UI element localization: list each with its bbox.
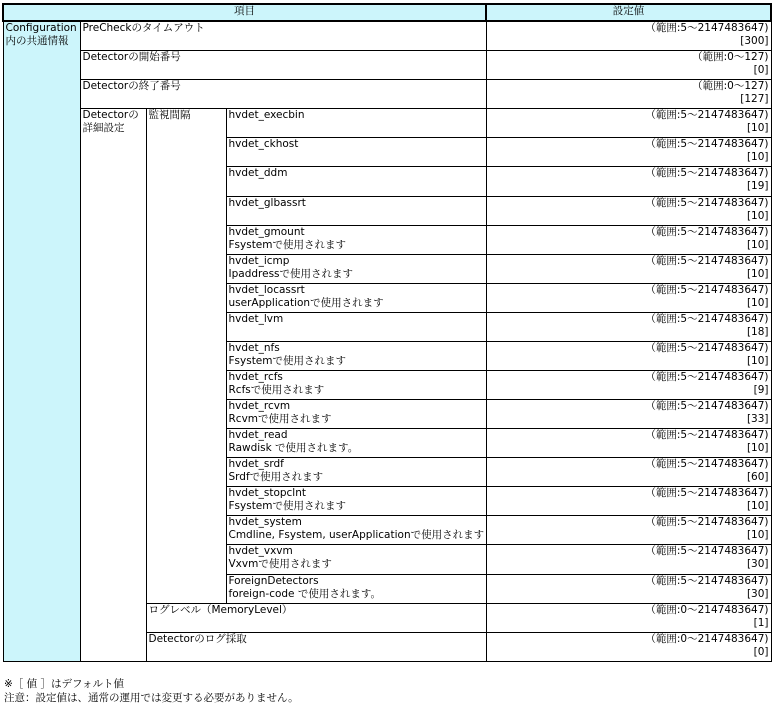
header-item: 項目 xyxy=(3,4,486,21)
monitor-name xyxy=(226,254,486,283)
log-collect-value xyxy=(486,632,771,661)
range-text: （範囲:5～2147483647) xyxy=(645,196,769,209)
range-text: （範囲:5～2147483647) xyxy=(645,370,769,383)
default-value: [10] xyxy=(746,296,769,309)
monitor-name xyxy=(226,196,486,225)
header-value: 設定値 xyxy=(486,4,771,21)
item-note: Fsystemで使用されます xyxy=(228,354,346,367)
default-value: [0] xyxy=(753,645,769,658)
monitor-value xyxy=(486,138,771,167)
caution-note: 注意：設定値は、通常の運用では変更する必要がありません。 xyxy=(4,692,299,704)
footnotes xyxy=(4,677,299,705)
range-text: （範囲:5～2147483647) xyxy=(645,400,769,413)
monitor-name xyxy=(226,167,486,196)
item-name: hvdet_glbassrt xyxy=(228,196,306,209)
default-value: [10] xyxy=(746,151,769,164)
monitor-value xyxy=(486,283,771,312)
monitor-value xyxy=(486,574,771,603)
monitor-value xyxy=(486,545,771,574)
setting-value xyxy=(486,51,771,80)
item-note: foreign-code で使用されます。 xyxy=(228,587,382,600)
default-value: [33] xyxy=(746,413,769,426)
log-level-name xyxy=(146,603,486,632)
default-value: [18] xyxy=(746,325,769,338)
log-collect-name xyxy=(146,632,486,661)
monitor-value xyxy=(486,400,771,429)
item-note: Vxvmで使用されます xyxy=(228,558,332,571)
default-value: [10] xyxy=(746,442,769,455)
monitor-name xyxy=(226,516,486,545)
range-text: （範囲:5～2147483647) xyxy=(645,341,769,354)
monitor-interval-cell: 監視間隔 xyxy=(146,109,226,603)
default-value-note: ※［ 値 ］はデフォルト値 xyxy=(4,678,124,690)
item-name: Detectorの終了番号 xyxy=(82,80,181,93)
range-text: （範囲:0～127) xyxy=(692,80,769,93)
item-name: hvdet_icmp xyxy=(228,254,290,267)
config-table xyxy=(2,3,772,662)
monitor-value xyxy=(486,254,771,283)
monitor-name xyxy=(226,138,486,167)
monitor-value xyxy=(486,341,771,370)
item-note: Ipaddressで使用されます xyxy=(228,267,354,280)
category-cell: Configuration 内の共通情報 xyxy=(3,21,80,662)
monitor-value xyxy=(486,487,771,516)
item-name: ForeignDetectors xyxy=(228,574,319,587)
item-name: PreCheckのタイムアウト xyxy=(82,22,205,34)
range-text: （範囲:5～2147483647) xyxy=(645,487,769,500)
table-row xyxy=(3,51,771,80)
table-row xyxy=(3,21,771,51)
item-name: hvdet_rcfs xyxy=(228,370,283,383)
item-name: hvdet_ckhost xyxy=(228,138,299,151)
monitor-name xyxy=(226,109,486,138)
item-note: Rcvmで使用されます xyxy=(228,413,332,426)
default-value: [10] xyxy=(746,267,769,280)
setting-value xyxy=(486,21,771,51)
monitor-name xyxy=(226,283,486,312)
setting-name xyxy=(80,51,486,80)
item-note: Fsystemで使用されます xyxy=(228,500,346,513)
default-value: [30] xyxy=(746,587,769,600)
default-value: [127] xyxy=(740,93,769,106)
default-value: [30] xyxy=(746,558,769,571)
range-text: （範囲:5～2147483647) xyxy=(645,167,769,180)
monitor-value xyxy=(486,109,771,138)
default-value: [10] xyxy=(746,500,769,513)
default-value: [10] xyxy=(746,122,769,135)
range-text: （範囲:0～2147483647) xyxy=(645,632,769,645)
monitor-value xyxy=(486,458,771,487)
default-value: [0] xyxy=(753,64,769,77)
item-name: hvdet_execbin xyxy=(228,109,305,122)
item-name: hvdet_nfs xyxy=(228,341,280,354)
default-value: [9] xyxy=(753,383,769,396)
item-note: Cmdline, Fsystem, userApplicationで使用されます xyxy=(228,529,485,542)
item-name: hvdet_system xyxy=(228,516,302,529)
range-text: （範囲:0～127) xyxy=(692,51,769,64)
monitor-value xyxy=(486,312,771,341)
range-text: （範囲:5～2147483647) xyxy=(645,283,769,296)
default-value: [10] xyxy=(746,209,769,222)
monitor-value xyxy=(486,370,771,399)
item-name: hvdet_locassrt xyxy=(228,283,305,296)
monitor-name xyxy=(226,225,486,254)
item-note: Srdfで使用されます xyxy=(228,471,324,484)
log-level-value xyxy=(486,603,771,632)
item-name: hvdet_srdf xyxy=(228,458,284,471)
item-note: userApplicationで使用されます xyxy=(228,296,384,309)
range-text: （範囲:5～2147483647) xyxy=(645,22,769,34)
item-name: hvdet_stopclnt xyxy=(228,487,306,500)
range-text: （範囲:5～2147483647) xyxy=(645,138,769,151)
item-name: Detectorの開始番号 xyxy=(82,51,181,64)
monitor-name xyxy=(226,458,486,487)
monitor-name xyxy=(226,545,486,574)
range-text: （範囲:5～2147483647) xyxy=(645,109,769,122)
item-name: Detectorのログ採取 xyxy=(148,632,247,645)
item-name: hvdet_gmount xyxy=(228,225,305,238)
monitor-name xyxy=(226,574,486,603)
range-text: （範囲:5～2147483647) xyxy=(645,225,769,238)
monitor-name xyxy=(226,429,486,458)
monitor-name xyxy=(226,487,486,516)
monitor-name xyxy=(226,370,486,399)
detector-detail-cell: Detectorの 詳細設定 xyxy=(80,109,146,662)
setting-name xyxy=(80,21,486,51)
monitor-value xyxy=(486,225,771,254)
table-row xyxy=(3,109,771,138)
setting-value xyxy=(486,80,771,109)
default-value: [10] xyxy=(746,354,769,367)
default-value: [19] xyxy=(746,180,769,193)
range-text: （範囲:0～2147483647) xyxy=(645,603,769,616)
item-note: Fsystemで使用されます xyxy=(228,238,346,251)
table-row xyxy=(3,80,771,109)
item-name: hvdet_lvm xyxy=(228,312,284,325)
item-name: hvdet_vxvm xyxy=(228,545,293,558)
monitor-name xyxy=(226,400,486,429)
setting-name xyxy=(80,80,486,109)
monitor-name xyxy=(226,341,486,370)
default-value: [1] xyxy=(753,616,769,629)
item-name: hvdet_read xyxy=(228,429,288,442)
monitor-value xyxy=(486,429,771,458)
item-note: Rcfsで使用されます xyxy=(228,383,325,396)
range-text: （範囲:5～2147483647) xyxy=(645,312,769,325)
config-body xyxy=(3,21,771,662)
monitor-value xyxy=(486,196,771,225)
default-value: [300] xyxy=(740,35,769,47)
range-text: （範囲:5～2147483647) xyxy=(645,516,769,529)
item-note: Rawdisk で使用されます。 xyxy=(228,442,359,455)
default-value: [60] xyxy=(746,471,769,484)
monitor-value xyxy=(486,167,771,196)
monitor-name xyxy=(226,312,486,341)
range-text: （範囲:5～2147483647) xyxy=(645,429,769,442)
default-value: [10] xyxy=(746,238,769,251)
range-text: （範囲:5～2147483647) xyxy=(645,458,769,471)
default-value: [10] xyxy=(746,529,769,542)
item-name: ログレベル（MemoryLevel） xyxy=(148,603,293,616)
item-name: hvdet_rcvm xyxy=(228,400,291,413)
range-text: （範囲:5～2147483647) xyxy=(645,545,769,558)
item-name: hvdet_ddm xyxy=(228,167,288,180)
monitor-value xyxy=(486,516,771,545)
header-row xyxy=(3,4,771,21)
range-text: （範囲:5～2147483647) xyxy=(645,574,769,587)
range-text: （範囲:5～2147483647) xyxy=(645,254,769,267)
